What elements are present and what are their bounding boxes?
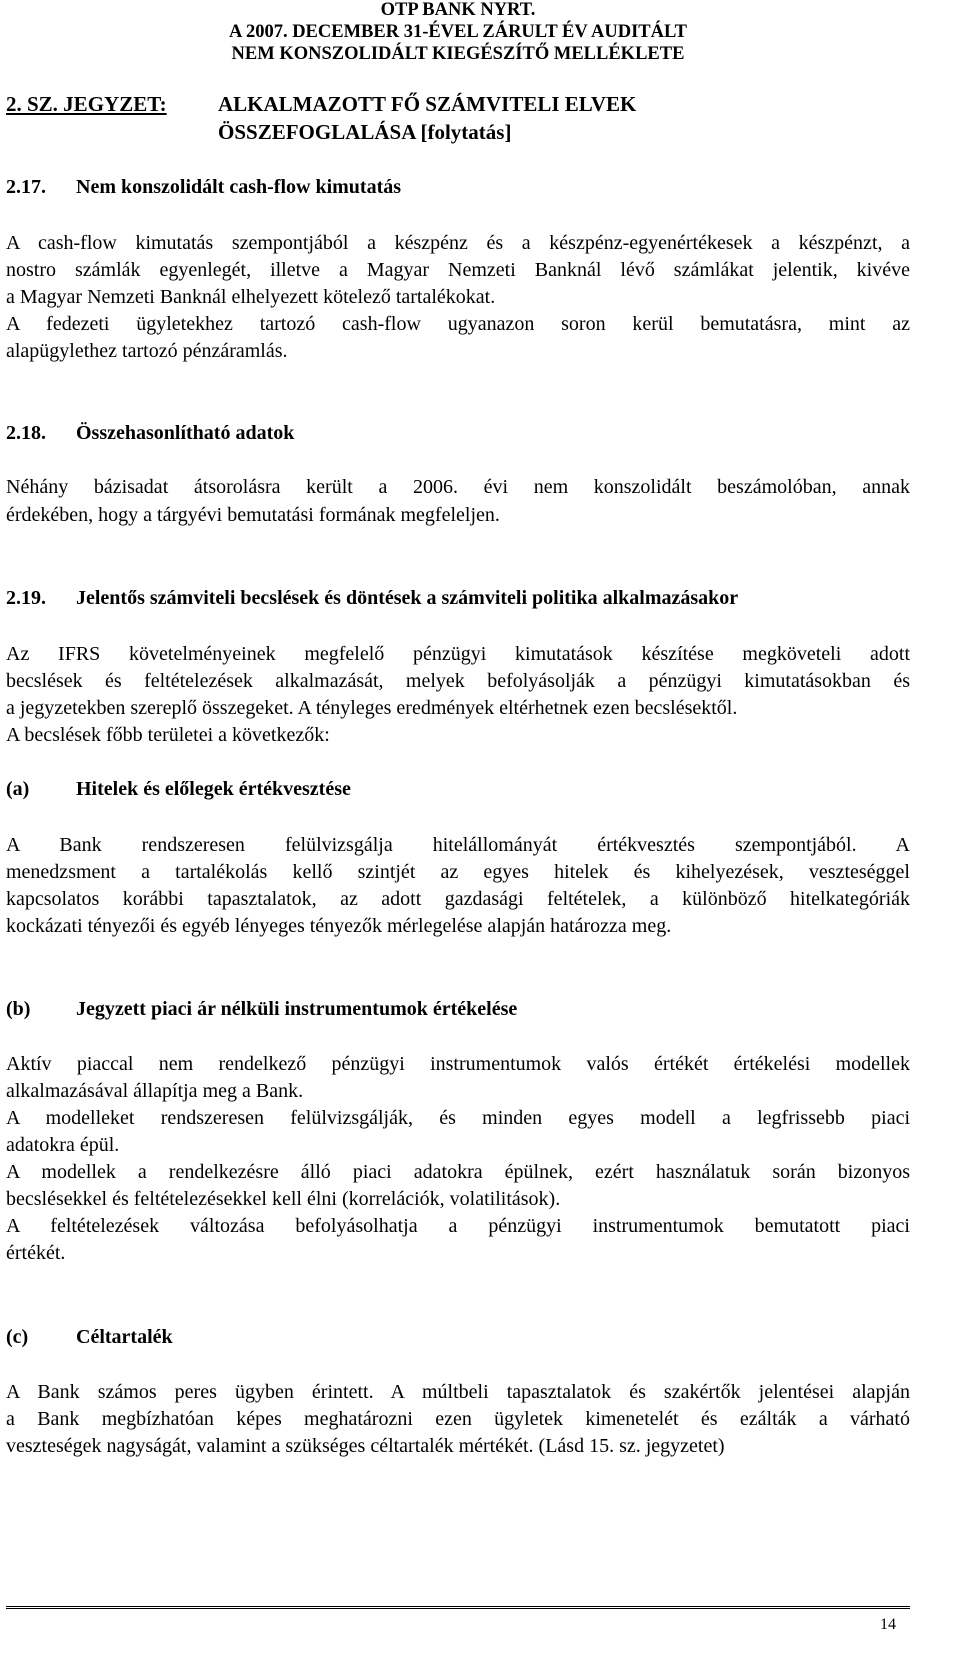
section-a-title: Hitelek és előlegek értékvesztése: [76, 778, 351, 800]
page-number: 14: [880, 1616, 896, 1633]
section-2-19-text: Az IFRS követelményeinek megfelelő pénzügyi kimutatások készítése megköveteli adott: [6, 643, 910, 665]
section-2-17-text: alapügylethez tartozó pénzáramlás.: [6, 340, 288, 362]
header-company: OTP BANK NYRT.: [380, 0, 536, 20]
section-b-text: becslésekkel és feltételezésekkel kell élni (korrelációk, volatilitások).: [6, 1188, 561, 1210]
section-2-18-number: 2.18.: [6, 422, 46, 444]
section-2-17-number: 2.17.: [6, 176, 46, 198]
section-b-text: adatokra épül.: [6, 1134, 120, 1156]
section-a-text: kapcsolatos korábbi tapasztalatok, az adott gazdasági feltételek, a különböző hitelkategóriák: [6, 888, 910, 910]
section-b-text: Aktív piaccal nem rendelkező pénzügyi instrumentumok valós értékét értékelési modellek: [6, 1053, 910, 1075]
section-a-label: (a): [6, 778, 30, 800]
section-2-18-text: érdekében, hogy a tárgyévi bemutatási formának megfeleljen.: [6, 504, 500, 526]
section-b-text: A modellek a rendelkezésre álló piaci adatokra épülnek, ezért használatuk során bizonyos: [6, 1161, 910, 1183]
section-b-text: A feltételezések változása befolyásolhatja a pénzügyi instrumentumok bemutatott piaci: [6, 1215, 910, 1237]
section-2-17-text: a Magyar Nemzeti Banknál elhelyezett kötelező tartalékokat.: [6, 286, 496, 308]
section-a-text: A Bank rendszeresen felülvizsgálja hitelállományát értékvesztés szempontjából. A: [6, 834, 910, 856]
section-c-text: a Bank megbízhatóan képes meghatározni ezen ügyletek kimenetelét és ezálták a várható: [6, 1408, 910, 1430]
footer-divider: [6, 1606, 910, 1609]
section-a-text: menedzsment a tartalékolás kellő szintjét az egyes hitelek és kihelyezések, veszteséggel: [6, 861, 910, 883]
note-title-line2: ÖSSZEFOGLALÁSA [folytatás]: [218, 120, 512, 144]
section-2-18-title: Összehasonlítható adatok: [76, 422, 295, 444]
section-a-text: kockázati tényezői és egyéb lényeges tényezők mérlegelése alapján határozza meg.: [6, 915, 672, 937]
note-title-line1: ALKALMAZOTT FŐ SZÁMVITELI ELVEK: [218, 92, 637, 116]
section-b-text: alkalmazásával állapítja meg a Bank.: [6, 1080, 304, 1102]
section-b-label: (b): [6, 998, 31, 1020]
section-2-19-text: A becslések főbb területei a következők:: [6, 724, 330, 746]
section-c-label: (c): [6, 1326, 29, 1348]
section-b-title: Jegyzett piaci ár nélküli instrumentumok értékelése: [76, 998, 518, 1020]
section-2-19-text: a jegyzetekben szereplő összegeket. A tényleges eredmények eltérhetnek ezen becslésektől.: [6, 697, 738, 719]
section-c-title: Céltartalék: [76, 1326, 173, 1348]
section-b-text: A modelleket rendszeresen felülvizsgálják, és minden egyes modell a legfrissebb piaci: [6, 1107, 910, 1129]
section-2-19-number: 2.19.: [6, 587, 46, 609]
section-2-17-text: A cash-flow kimutatás szempontjából a készpénz és a készpénz-egyenértékesek a készpénzt, a: [6, 232, 910, 254]
section-2-19-title: Jelentős számviteli becslések és döntések a számviteli politika alkalmazásakor: [76, 587, 739, 609]
section-2-17-text: A fedezeti ügyletekhez tartozó cash-flow ugyanazon soron kerül bemutatásra, mint az: [6, 313, 910, 335]
note-label: 2. SZ. JEGYZET:: [6, 92, 167, 116]
section-2-17-title: Nem konszolidált cash-flow kimutatás: [76, 176, 402, 198]
section-c-text: A Bank számos peres ügyben érintett. A múltbeli tapasztalatok és szakértők jelentései alapján: [6, 1381, 910, 1403]
section-2-18-text: Néhány bázisadat átsorolásra került a 2006. évi nem konszolidált beszámolóban, annak: [6, 476, 910, 498]
section-b-text: értékét.: [6, 1242, 66, 1264]
section-2-17-text: nostro számlák egyenlegét, illetve a Magyar Nemzeti Banknál lévő számlákat jelentik, kivéve: [6, 259, 910, 281]
header-report-title: A 2007. DECEMBER 31-ÉVEL ZÁRULT ÉV AUDITÁLT: [228, 22, 687, 42]
section-2-19-text: becslések és feltételezések alkalmazását, melyek befolyásolják a pénzügyi kimutatásokban és: [6, 670, 910, 692]
header-report-subtitle: NEM KONSZOLIDÁLT KIEGÉSZÍTŐ MELLÉKLETE: [231, 44, 685, 64]
section-c-text: veszteségek nagyságát, valamint a szükséges céltartalék mértékét. (Lásd 15. sz. jegyzetet): [6, 1435, 725, 1457]
